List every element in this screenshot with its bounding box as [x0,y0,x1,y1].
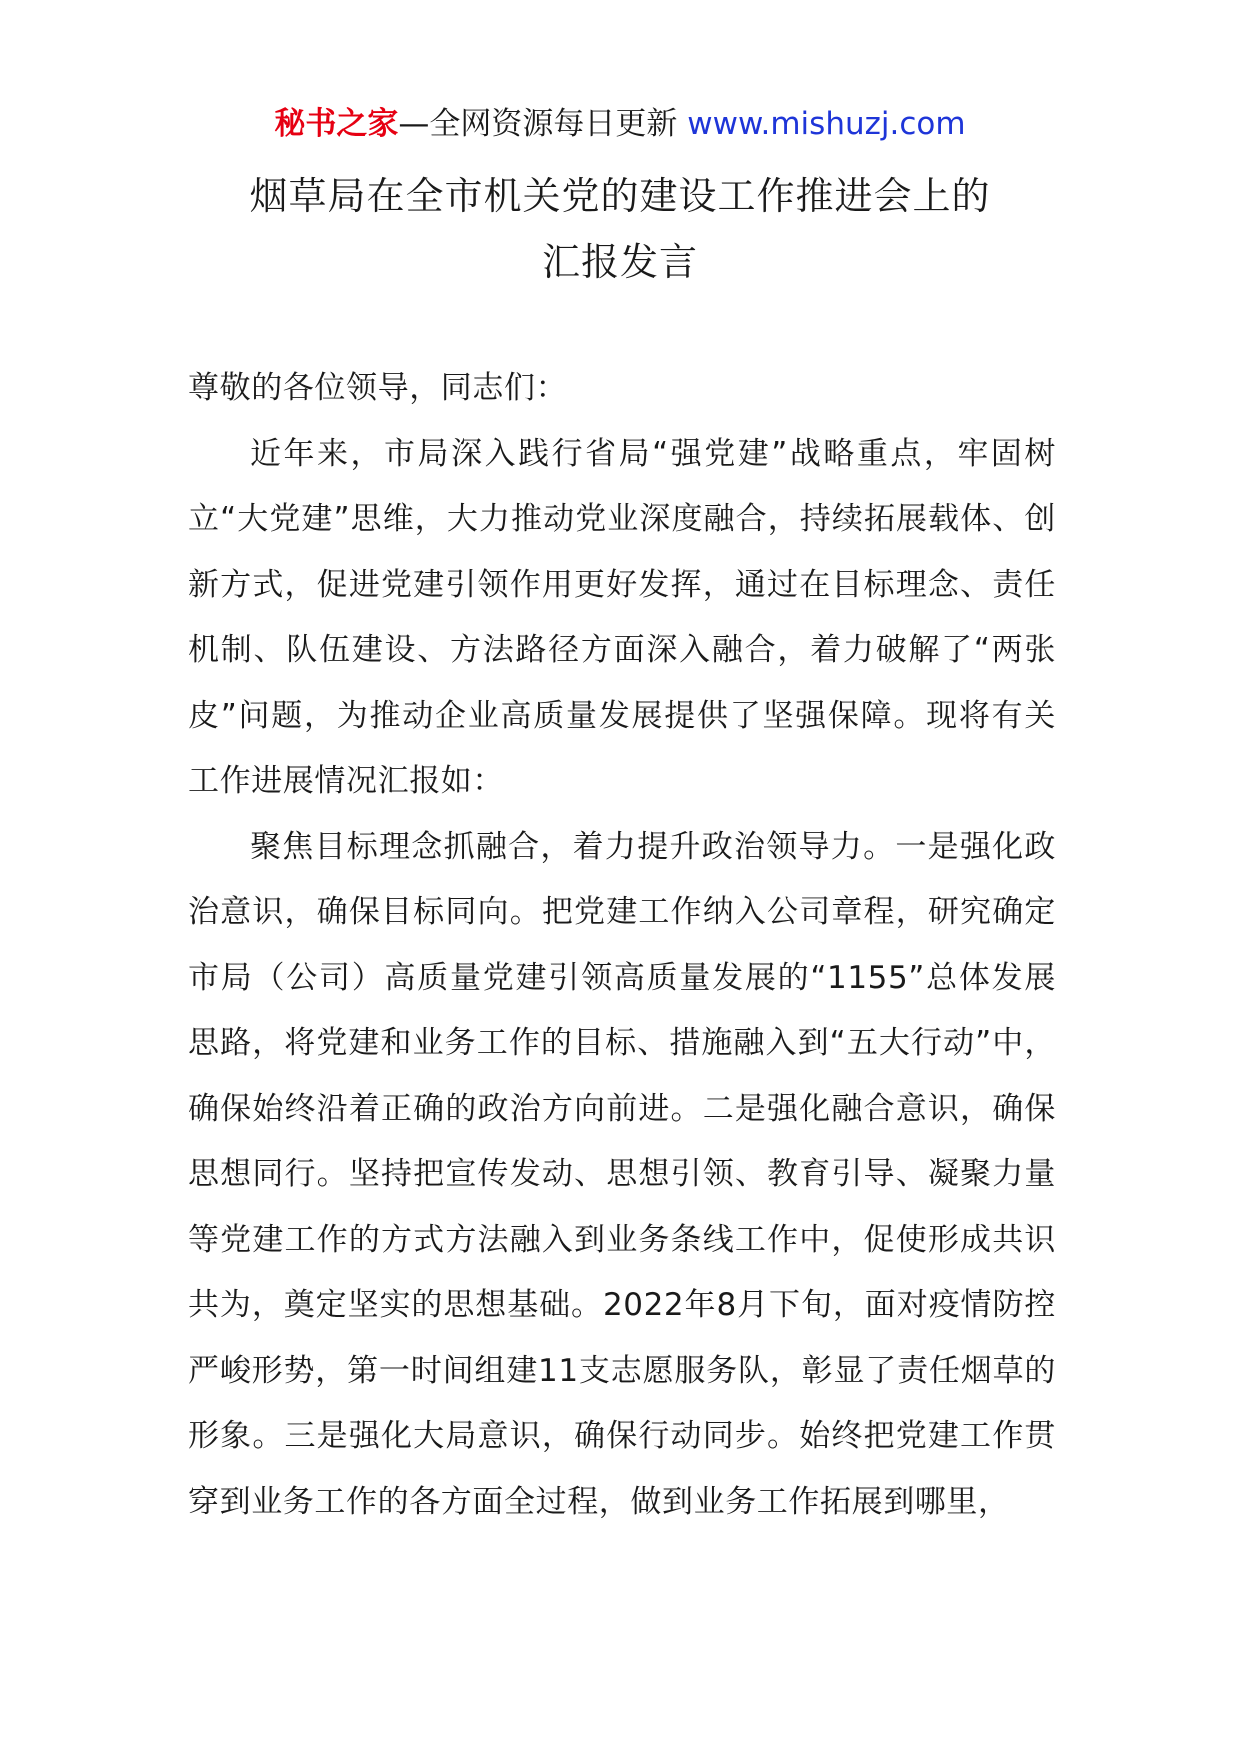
website-link[interactable]: www.mishuzj.com [687,106,966,142]
salutation: 尊敬的各位领导，同志们： [188,370,568,406]
brand-name: 秘书之家 [274,106,399,142]
source-header [0,104,1240,144]
document-title [0,163,1240,295]
paragraph-intro: 近年来，市局深入践行省局“强党建”战略重点，牢固树立“大党建”思维，大力推动党业深度融合，持续拓展载体、创新方式，促进党建引领作用更好发挥，通过在目标理念、责任机制、队伍建设、方法路径方面深入融合，着力破解了“两张皮”问题，为推动企业高质量发展提供了坚强保障。现将有关工作进展情况汇报如： [188,435,1056,799]
title-line-1: 烟草局在全市机关党的建设工作推进会上的 [249,174,991,218]
header-tagline: —全网资源每日更新 [398,106,678,142]
document-body [188,356,1056,1535]
title-line-2: 汇报发言 [541,240,698,284]
paragraph-goal-integration: 聚焦目标理念抓融合，着力提升政治领导力。一是强化政治意识，确保目标同向。把党建工作纳入公司章程，研究确定市局（公司）高质量党建引领高质量发展的“1155”总体发展思路，将党建和业务工作的目标、措施融入到“五大行动”中，确保始终沿着正确的政治方向前进。二是强化融合意识，确保思想同行。坚持把宣传发动、思想引领、教育引导、凝聚力量等党建工作的方式方法融入到业务条线工作中，促使形成共识共为，奠定坚实的思想基础。2022年8月下旬，面对疫情防控严峻形势，第一时间组建11支志愿服务队，彰显了责任烟草的形象。三是强化大局意识，确保行动同步。始终把党建工作贯穿到业务工作的各方面全过程，做到业务工作拓展到哪里， [188,828,1056,1520]
